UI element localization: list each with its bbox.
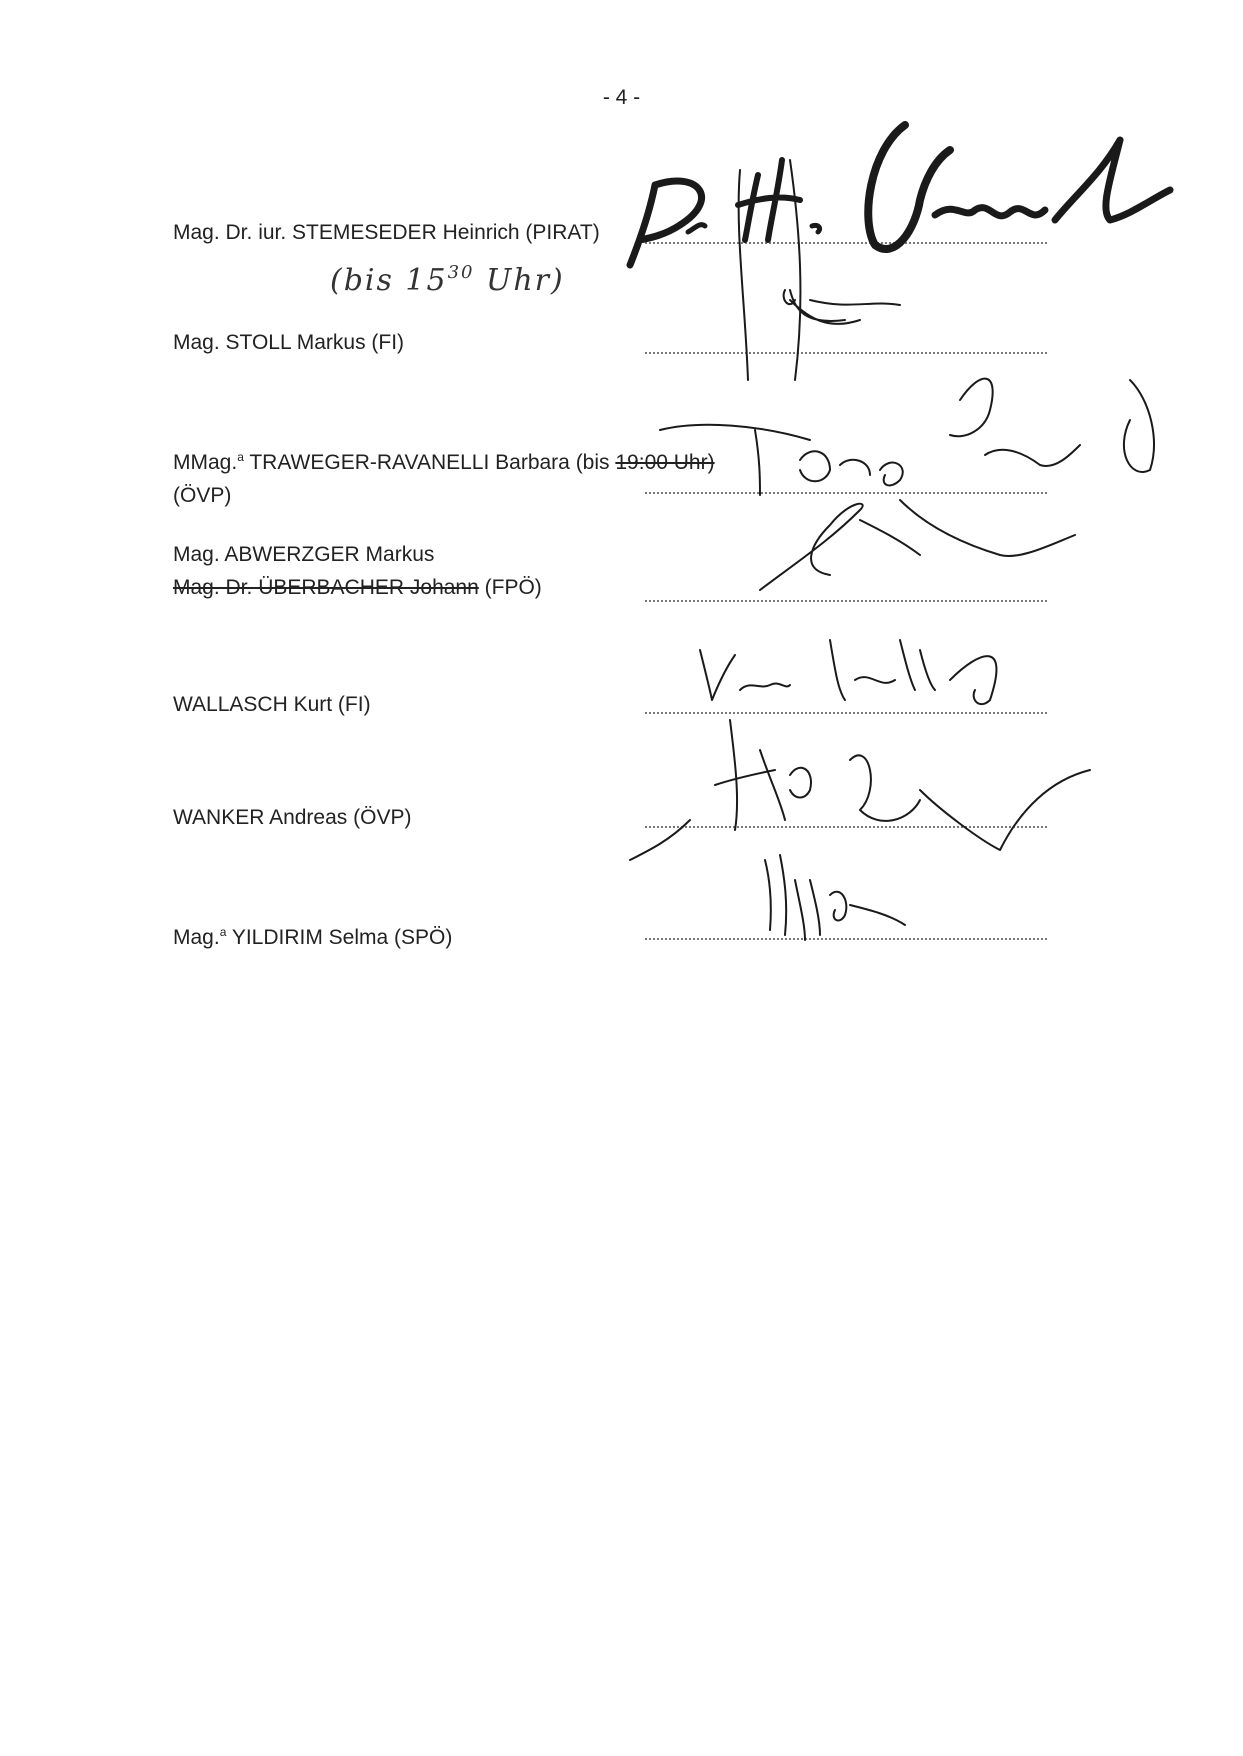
title-superscript: a xyxy=(219,925,227,939)
member-wallasch: WALLASCH Kurt (FI) xyxy=(173,693,371,716)
struck-name: Mag. Dr. ÜBERBACHER Johann xyxy=(173,576,479,599)
signature-stoll xyxy=(739,160,900,380)
page-number: - 4 - xyxy=(602,86,641,109)
handwritten-note-tail: Uhr) xyxy=(474,263,565,298)
signature-yildirim xyxy=(765,855,905,940)
struck-time: 19:00 Uhr) xyxy=(615,451,715,474)
title-superscript: a xyxy=(237,450,244,464)
party-label: (FPÖ) xyxy=(478,576,542,599)
signature-wanker xyxy=(630,720,1090,860)
member-name: YILDIRIM Selma (SPÖ) xyxy=(226,926,453,949)
party-label: (ÖVP) xyxy=(173,484,232,507)
signature-stemeseder xyxy=(630,125,1170,265)
title-prefix: MMag. xyxy=(173,451,238,474)
handwritten-note-superscript: 30 xyxy=(447,262,475,283)
handwritten-note-text: (bis 15 xyxy=(330,263,448,298)
member-name: TRAWEGER-RAVANELLI Barbara (bis xyxy=(243,451,616,474)
signature-abwerzger xyxy=(760,500,1075,590)
member-stemeseder: Mag. Dr. iur. STEMESEDER Heinrich (PIRAT) xyxy=(173,221,600,244)
signature-wallasch xyxy=(700,640,996,704)
member-stoll: Mag. STOLL Markus (FI) xyxy=(173,331,405,354)
title-prefix: Mag. xyxy=(173,926,220,949)
member-wanker: WANKER Andreas (ÖVP) xyxy=(173,806,412,829)
signature-traweger xyxy=(660,379,1154,495)
substitute-name: Mag. ABWERZGER Markus xyxy=(173,543,435,566)
